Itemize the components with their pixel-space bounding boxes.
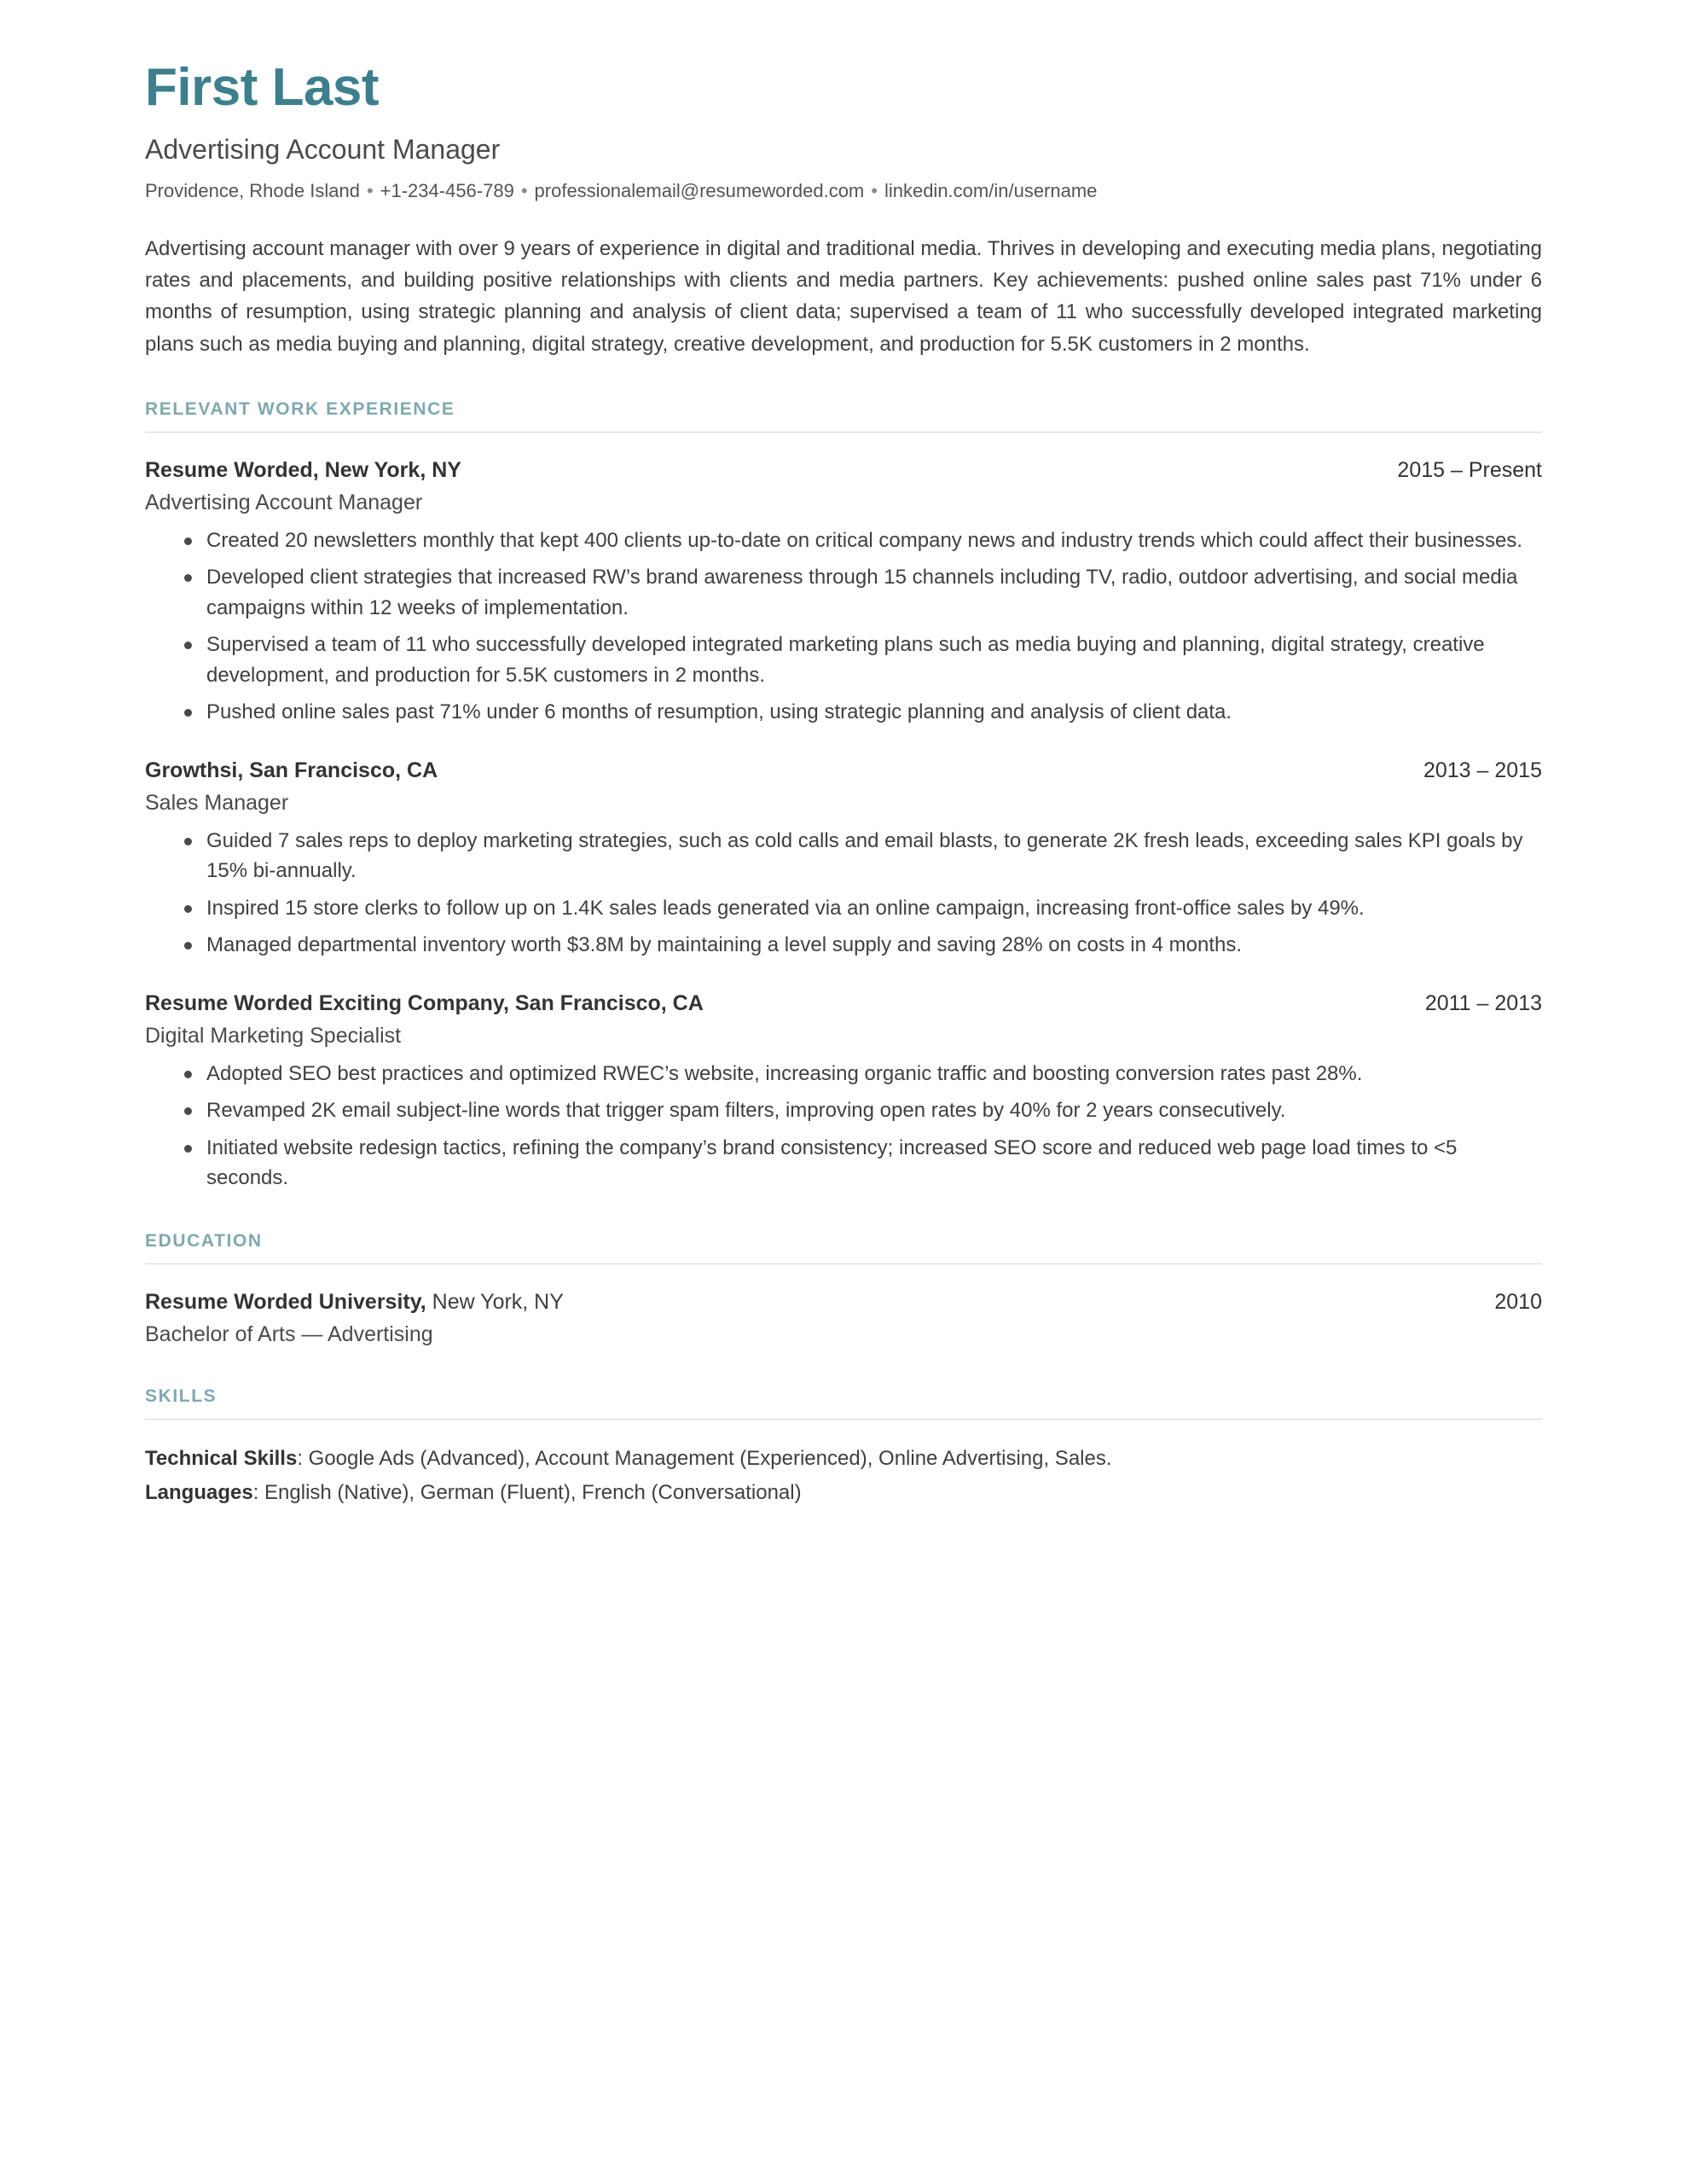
education-degree: Bachelor of Arts — Advertising bbox=[145, 1322, 433, 1347]
experience-entry-head bbox=[145, 456, 1542, 485]
section-divider-skills bbox=[145, 1419, 1542, 1420]
contact-location: Providence, Rhode Island bbox=[145, 180, 360, 202]
experience-bullet: Guided 7 sales reps to deploy marketing strategies, such as cold calls and email blasts, to generate 2K fresh leads, exceeding sales KPI goals by 15% bi-annually. bbox=[145, 826, 1542, 886]
experience-bullet: Revamped 2K email subject-line words that trigger spam filters, improving open rates by 40% for 2 years consecutively. bbox=[145, 1095, 1542, 1126]
section-divider-experience bbox=[145, 432, 1542, 433]
experience-org: Growthsi, San Francisco, CA bbox=[145, 758, 438, 782]
section-education bbox=[145, 1231, 1542, 1349]
experience-entry-head bbox=[145, 757, 1542, 785]
section-title-skills: SKILLS bbox=[145, 1385, 217, 1406]
experience-dates: 2013 – 2015 bbox=[1423, 758, 1542, 782]
experience-role: Advertising Account Manager bbox=[145, 491, 423, 515]
contact-separator-2: • bbox=[520, 180, 528, 202]
experience-bullet: Inspired 15 store clerks to follow up on 1.4K sales leads generated via an online campaign, increasing front-office sales by 49%. bbox=[145, 893, 1542, 924]
experience-bullet: Initiated website redesign tactics, refining the company’s brand consistency; increased SEO score and reduced web page load times to <5 seconds. bbox=[145, 1133, 1542, 1194]
candidate-headline: Advertising Account Manager bbox=[145, 134, 501, 165]
contact-separator-3: • bbox=[871, 180, 878, 202]
skills-line bbox=[145, 1443, 1542, 1474]
education-school-name: Resume Worded University, bbox=[145, 1289, 426, 1314]
skills-label: Languages bbox=[145, 1480, 253, 1504]
section-experience bbox=[145, 399, 1542, 1194]
education-school bbox=[145, 1288, 564, 1316]
contact-email[interactable]: professionalemail@resumeworded.com bbox=[534, 180, 865, 202]
contact-line bbox=[145, 179, 1542, 204]
contact-separator-1: • bbox=[366, 180, 374, 202]
section-title-education: EDUCATION bbox=[145, 1230, 263, 1251]
experience-role: Sales Manager bbox=[145, 791, 289, 816]
skills-label: Technical Skills bbox=[145, 1446, 298, 1470]
experience-bullet: Managed departmental inventory worth $3.8M by maintaining a level supply and saving 28% on costs in 4 months. bbox=[145, 930, 1542, 961]
experience-entry bbox=[145, 456, 1542, 728]
experience-bullet: Adopted SEO best practices and optimized RWEC’s website, increasing organic traffic and boosting conversion rates past 28%. bbox=[145, 1059, 1542, 1089]
contact-phone: +1-234-456-789 bbox=[380, 180, 514, 202]
experience-entry-head bbox=[145, 990, 1542, 1018]
skills-line bbox=[145, 1478, 1542, 1508]
professional-summary: Advertising account manager with over 9 years of experience in digital and traditional media. Thrives in developing and executing media plans, negotiating rates and placements, and building positive relationships with clients and media partners. Key achievements: pushed online sales past 71% under 6 months of resumption, using strategic planning and analysis of client data; supervised a team of 11 who successfully developed integrated marketing plans such as media buying and planning, digital strategy, creative development, and production for 5.5K customers in 2 months. bbox=[145, 236, 1542, 356]
experience-bullets bbox=[145, 826, 1542, 961]
experience-bullet: Created 20 newsletters monthly that kept 400 clients up-to-date on critical company news and industry trends which could affect their businesses. bbox=[145, 526, 1542, 556]
experience-bullets bbox=[145, 526, 1542, 728]
experience-bullets bbox=[145, 1059, 1542, 1194]
section-title-experience: RELEVANT WORK EXPERIENCE bbox=[145, 398, 455, 419]
contact-linkedin[interactable]: linkedin.com/in/username bbox=[884, 180, 1098, 202]
education-dates: 2010 bbox=[1494, 1289, 1542, 1314]
experience-role: Digital Marketing Specialist bbox=[145, 1024, 402, 1048]
experience-dates: 2015 – Present bbox=[1397, 457, 1542, 482]
education-school-location: New York, NY bbox=[426, 1289, 564, 1314]
experience-bullet: Pushed online sales past 71% under 6 months of resumption, using strategic planning and analysis of client data. bbox=[145, 697, 1542, 728]
skills-value: : Google Ads (Advanced), Account Management (Experienced), Online Advertising, Sales. bbox=[297, 1446, 1112, 1470]
experience-entry bbox=[145, 757, 1542, 961]
experience-org: Resume Worded Exciting Company, San Francisco, CA bbox=[145, 990, 704, 1015]
education-entry-head bbox=[145, 1288, 1542, 1316]
experience-entry bbox=[145, 990, 1542, 1194]
section-skills bbox=[145, 1386, 1542, 1508]
experience-bullet: Developed client strategies that increased RW’s brand awareness through 15 channels including TV, radio, outdoor advertising, and social media campaigns within 12 weeks of implementation. bbox=[145, 562, 1542, 623]
experience-bullet: Supervised a team of 11 who successfully developed integrated marketing plans such as media buying and planning, digital strategy, creative development, and production for 5.5K customers in 2 months. bbox=[145, 630, 1542, 690]
section-divider-education bbox=[145, 1263, 1542, 1264]
experience-org: Resume Worded, New York, NY bbox=[145, 457, 461, 482]
experience-dates: 2011 – 2013 bbox=[1424, 990, 1542, 1015]
candidate-name: First Last bbox=[145, 58, 380, 117]
skills-value: : English (Native), German (Fluent), French (Conversational) bbox=[252, 1480, 802, 1504]
education-entry bbox=[145, 1288, 1542, 1349]
